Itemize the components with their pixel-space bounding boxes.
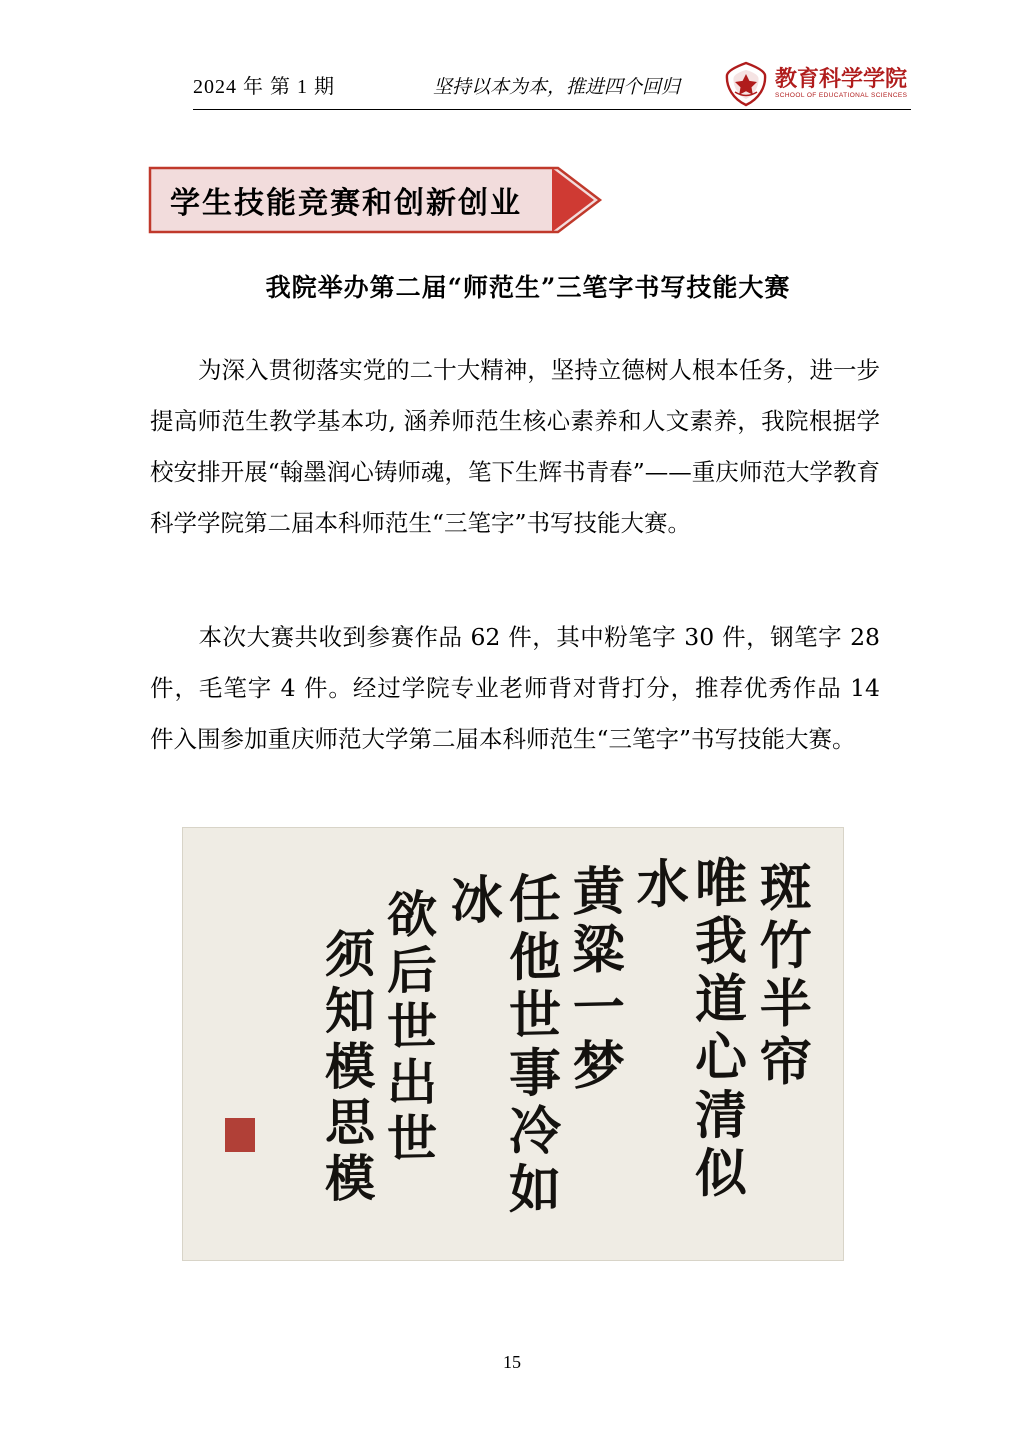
calligraphy-column: 黄粱一梦 (563, 863, 625, 1097)
page-number: 15 (503, 1352, 521, 1372)
school-name-cn: 教育科学学院 (775, 66, 908, 93)
calligraphy-column: 任他世事冷如冰 (440, 870, 561, 1221)
seal-stamp-icon (225, 1118, 255, 1152)
issue-label: 2024 年 第 1 期 (193, 76, 335, 98)
school-logo (724, 58, 911, 110)
header-slogan: 坚持以本为本，推进四个回归 (433, 77, 681, 98)
calligraphy-photo (182, 827, 844, 1261)
calligraphy-content (183, 828, 843, 1260)
calligraphy-column: 须知模思模 (316, 927, 376, 1209)
article-paragraph-2 (150, 612, 880, 765)
paragraph-1-text: 为深入贯彻落实党的二十大精神，坚持立德树人根本任务，进一步提高师范生教学基本功, 涵养师范生核心素养和人文素养，我院根据学校安排开展“翰墨润心铸师魂，笔下生辉书青春”——重庆师范大学教育科学学院第二届本科师范生“三笔字”书写技能大赛。 (150, 356, 880, 537)
paragraph-2-text: 本次大赛共收到参赛作品 62 件，其中粉笔字 30 件，钢笔字 28 件，毛笔字 4 件。经过学院专业老师背对背打分，推荐优秀作品 14 件入围参加重庆师范大学第二届本科师范生“三笔字”书写技能大赛。 (150, 623, 880, 753)
school-name-en: SCHOOL OF EDUCATIONAL SCIENCES (775, 92, 908, 100)
page-header (193, 58, 911, 110)
section-banner (148, 166, 608, 234)
header-divider (193, 109, 911, 110)
article-paragraph-1 (150, 345, 880, 549)
article-title: 我院举办第二届“师范生”三笔字书写技能大赛 (265, 273, 791, 302)
school-emblem-icon (724, 61, 768, 107)
calligraphy-column: 欲后世出世 (378, 887, 438, 1169)
calligraphy-column: 斑竹半帘 (750, 859, 811, 1093)
school-logo-text (775, 68, 907, 100)
calligraphy-column: 唯我道心清似水 (627, 854, 747, 1205)
section-banner-label: 学生技能竞赛和创新创业 (170, 186, 522, 221)
